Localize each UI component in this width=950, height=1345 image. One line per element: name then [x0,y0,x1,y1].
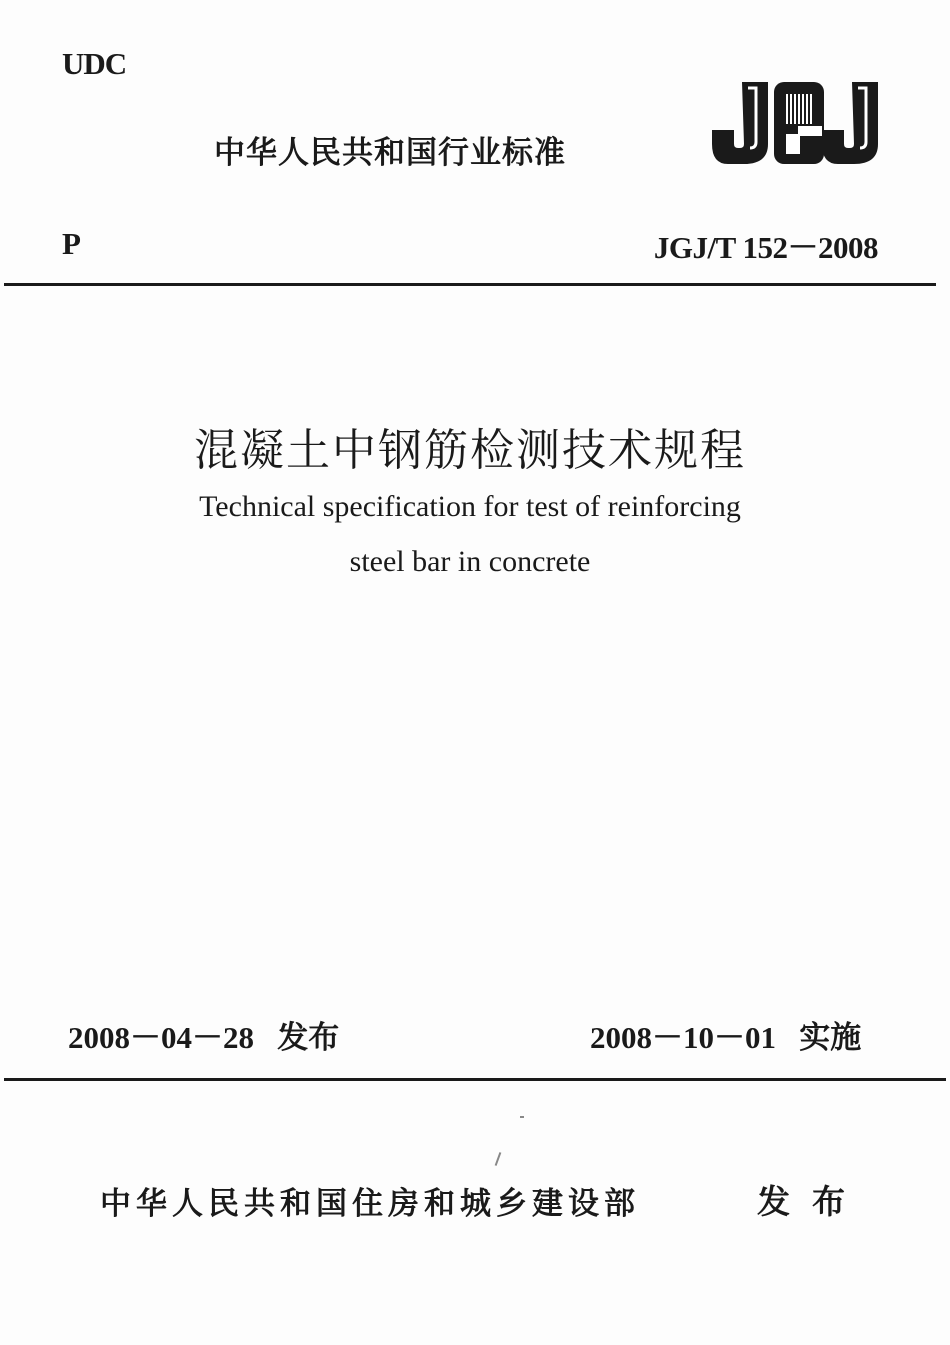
category-mark: P [62,226,81,261]
issue-label: 发布 [277,1020,340,1056]
industry-standard-title: 中华人民共和国行业标准 [214,135,566,171]
publisher-publish-label: 发布 [757,1182,867,1221]
title-chinese: 混凝土中钢筋检测技术规程 [194,425,746,476]
effective-label: 实施 [799,1020,862,1056]
scan-speck [520,1116,524,1118]
standard-number: JGJ/T 152－2008 [653,230,878,265]
title-english-line2: steel bar in concrete [349,545,591,578]
bottom-divider [4,1078,946,1081]
top-divider [4,283,936,286]
publisher-name: 中华人民共和国住房和城乡建设部 [100,1186,640,1222]
issue-date: 2008－04－28 [68,1020,254,1055]
effective-date-block [590,1012,861,1057]
jgj-logo [712,78,882,168]
effective-date: 2008－10－01 [590,1020,776,1055]
issue-date-block [68,1012,339,1057]
udc-label: UDC [62,46,127,81]
scan-speck [495,1152,502,1166]
title-english-line1: Technical specification for test of reinforcing [199,490,741,523]
